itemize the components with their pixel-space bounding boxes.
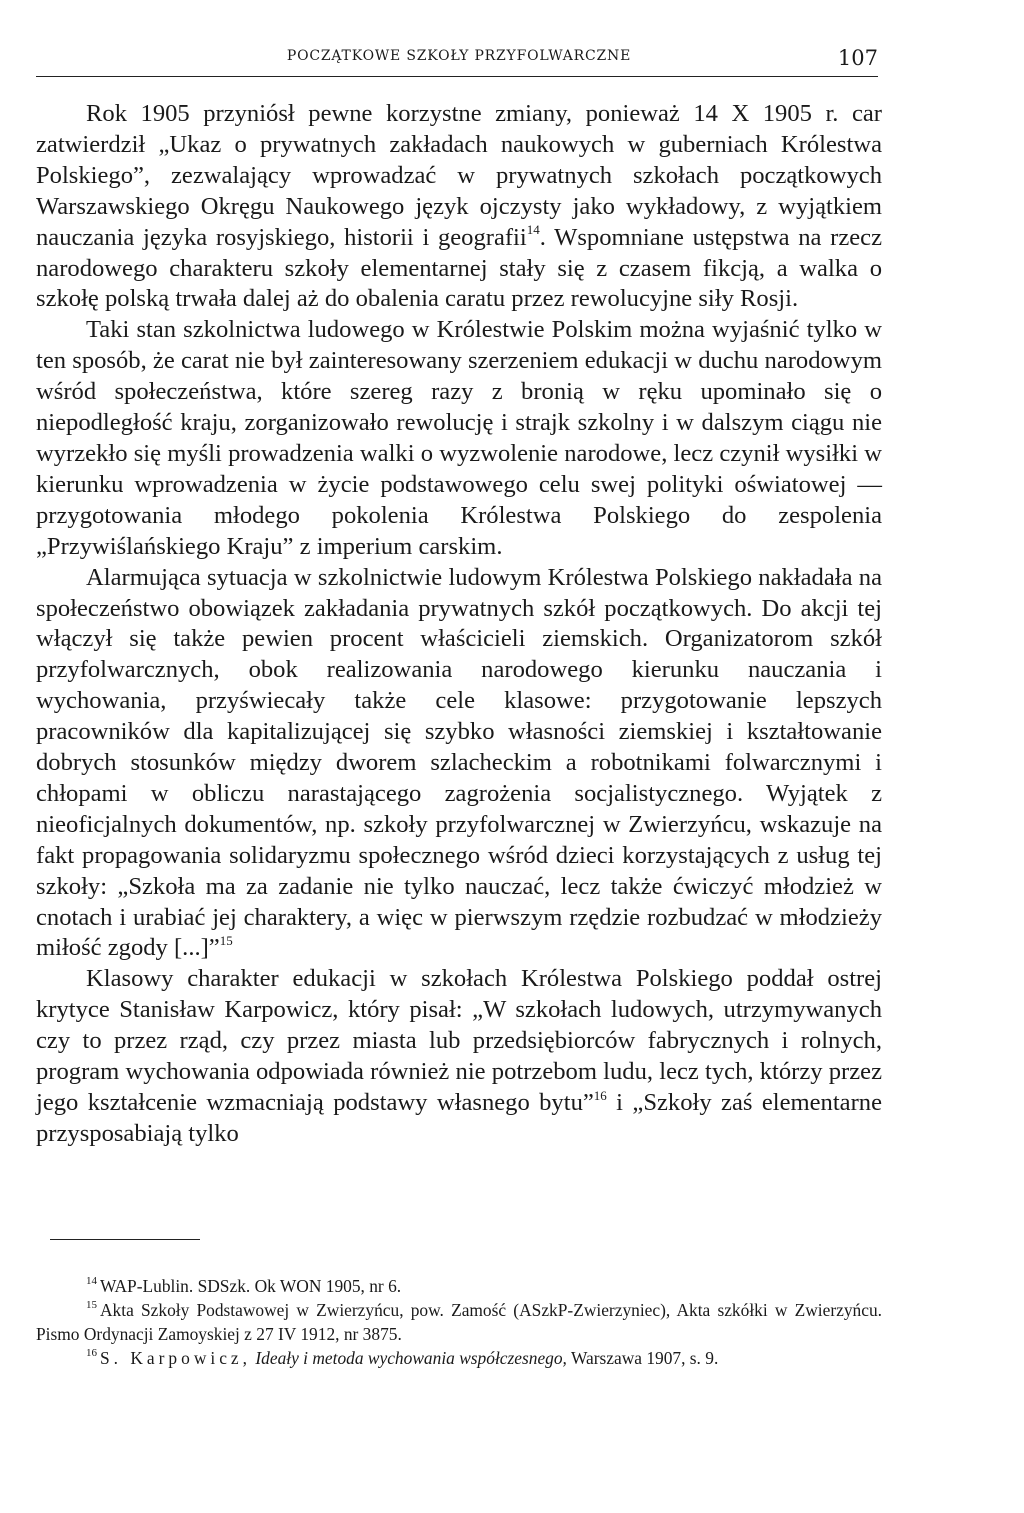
paragraph-1-text: Rok 1905 przyniósł pewne korzystne zmiany, ponieważ 14 X 1905 r. car zatwierdził „Ukaz o prywatnych zakładach naukowych w guberniach Królestwa Polskiego”, zezwalający wprowadzać w prywatnych szkołach początkowych Warszawskiego Okręgu Naukowego język ojczysty jako wykładowy, z wyjątkiem nauczania języka rosyjskiego, historii i geografii (36, 100, 882, 251)
paragraph-4-text: Klasowy charakter edukacji w szkołach Królestwa Polskiego poddał ostrej krytyce Stanisław Karpowicz, który pisał: „W szkołach ludowych, utrzymywanych czy to przez rząd, czy przez miasta lub przedsiębiorców fabrycznych i rolnych, program wychowania odpowiada również nie potrzebom ludu, lecz tych, którzy przez jego kształcenie wzmacniają podstawy własnego bytu” (36, 965, 882, 1116)
paragraph-3-text: Alarmująca sytuacja w szkolnictwie ludowym Królestwa Polskiego nakładała na społeczeństwo obowiązek zakładania prywatnych szkół początkowych. Do akcji tej włączył się także pewien procent właścicieli ziemskich. Organizatorom szkół przyfolwarcznych, obok realizowania narodowego kierunku nauczania i wychowania, przyświecały także cele klasowe: przygotowanie lepszych pracowników dla kapitalizującej się szybko własności ziemskiej i kształtowanie dobrych stosunków między dworem szlacheckim a robotnikami folwarcznymi i chłopami w obliczu narastającego zagrożenia socjalistycznego. Wyjątek z nieoficjalnych dokumentów, np. szkoły przyfolwarcznej w Zwierzyńcu, wskazuje na fakt propagowania solidaryzmu społecznego wśród dzieci korzystających z usług tej szkoły: „Szkoła ma za zadanie nie tylko nauczać, lecz także ćwiczyć młodzież w cnotach i urabiać jej charaktery, a więc w pierwszym rzędzie rozbudzać w młodzieży miłość zgody [...]” (36, 563, 882, 962)
footnote-15-text: Akta Szkoły Podstawowej w Zwierzyńcu, pow. Zamość (ASzkP-Zwierzyniec), Akta szkółki w Zwierzyńcu. Pismo Ordynacji Zamoyskiej z 27 IV 1912, nr 3875. (36, 1299, 882, 1344)
paragraph-2-text: Taki stan szkolnictwa ludowego w Królestwie Polskim można wyjaśnić tylko w ten sposób, że carat nie był zainteresowany szerzeniem edukacji w duchu narodowym wśród społeczeństwa, które szereg razy z bronią w ręku upominało się o niepodległość kraju, zorganizowało rewolucję i strajk szkolny i w dalszym ciągu nie wyrzekło się myśli prowadzenia walki o wyzwolenie narodowe, lecz czynił wysiłki w kierunku wprowadzenia w życie podstawowego celu swej polityki oświatowej — przygotowania młodego pokolenia Królestwa Polskiego do zespolenia „Przywiślańskiego Kraju” z imperium carskim. (36, 316, 882, 560)
footnote-16-rest: Warszawa 1907, s. 9. (570, 1347, 719, 1368)
running-title: POCZĄTKOWE SZKOŁY PRZYFOLWARCZNE (286, 48, 632, 64)
footnote-rule (50, 1239, 200, 1240)
page-number: 107 (837, 46, 878, 70)
footnote-ref-14[interactable]: 14 (526, 222, 540, 238)
paragraph-1-text-cont: . Wspomniane ustępstwa na rzecz narodowego charakteru szkoły elementarnej stały się z czasem fikcją, a walka o szkołę polską trwała dalej aż do obalenia caratu przez rewolucyjne siły Rosji. (36, 223, 882, 313)
paragraph-4 (36, 964, 882, 1149)
footnote-14-number: 14 (86, 1275, 97, 1288)
paragraph-4-text-cont: i „Szkoły zaś elementarne przysposabiają tylko (36, 1089, 882, 1147)
footnote-15 (36, 1299, 882, 1347)
header-rule (36, 76, 878, 77)
footnote-16 (36, 1347, 882, 1371)
footnote-16-author: S. Karpowicz, (100, 1347, 252, 1368)
running-head (36, 44, 882, 78)
paragraph-3 (36, 563, 882, 965)
footnote-ref-15[interactable]: 15 (219, 933, 233, 949)
footnote-16-title: Ideały i metoda wychowania współczesnego, (255, 1347, 567, 1368)
page (36, 0, 882, 1513)
footnote-16-number: 16 (86, 1346, 97, 1359)
footnotes (36, 1275, 882, 1371)
footnote-14 (36, 1275, 882, 1299)
paragraph-1 (36, 99, 882, 315)
footnote-14-text: WAP-Lublin. SDSzk. Ok WON 1905, nr 6. (100, 1276, 402, 1296)
footnote-ref-16[interactable]: 16 (593, 1087, 607, 1103)
footnote-15-number: 15 (86, 1299, 97, 1312)
body-text (36, 99, 882, 1150)
paragraph-2 (36, 315, 882, 562)
